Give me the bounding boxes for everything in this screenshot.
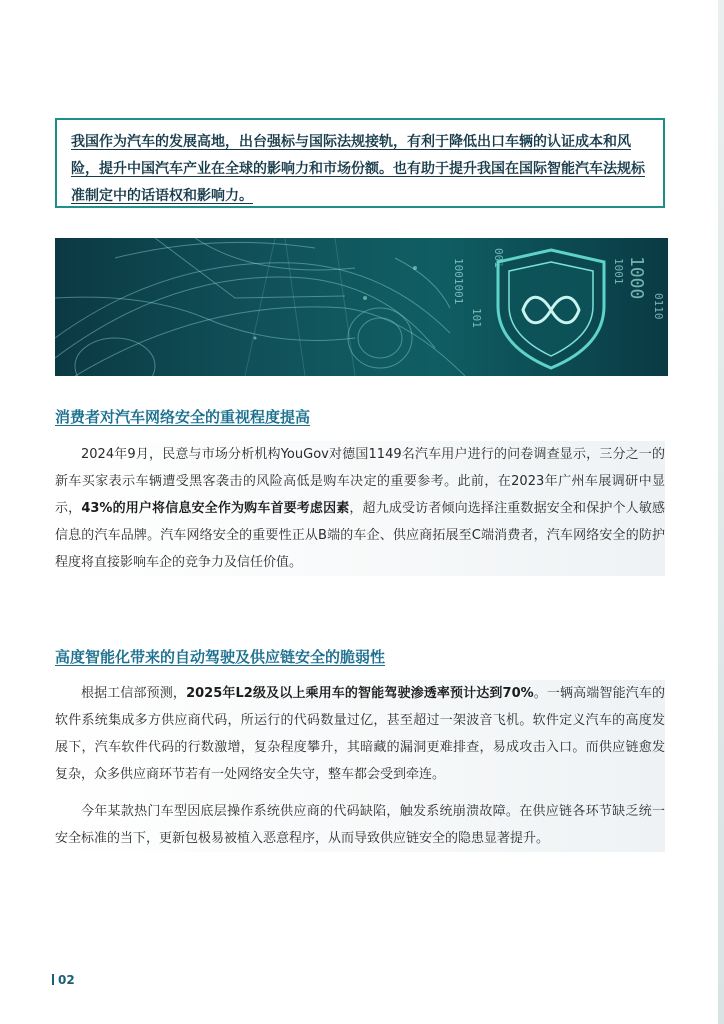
section2-paragraph-1: [55, 680, 665, 788]
section1-paragraph: [55, 441, 665, 576]
code-glyph-1: 1001001: [452, 258, 465, 305]
callout-text: 我国作为汽车的发展高地，出台强标与国际法规接轨，有利于降低出口车辆的认证成本和风险，提升中国汽车产业在全球的影响力和市场份额。也有助于提升我国在国际智能汽车法规标准制定中的话语权和影响力。: [71, 134, 645, 204]
code-glyph-6: 001: [492, 248, 505, 268]
page-marker-bar: [52, 974, 54, 985]
text-run: 2024年9月，民意与市场分析机构YouGov对德国1149名汽车用户进行的问卷调查显示，三分之一的新车买家表示车辆遭受黑客袭击的风险高低是购车决定的重要参考。此前，在2023年广州车展调研中显示，: [55, 447, 665, 516]
section2-body: [55, 680, 665, 852]
callout-box: [55, 118, 665, 208]
section2-heading: 高度智能化带来的自动驾驶及供应链安全的脆弱性: [55, 648, 386, 666]
text-run: ，超九成受访者倾向选择注重数据安全和保护个人敏感信息的汽车品牌。汽车网络安全的重要性正从B端的车企、供应商拓展至C端消费者，汽车网络安全的防护程度将直接影响车企的竞争力及信任价值。: [55, 501, 665, 570]
page-number-text: 02: [58, 973, 75, 987]
page-edge-shadow: [718, 0, 724, 1024]
banner-illustration: [55, 238, 668, 376]
highlight-text: 2025年L2级及以上乘用车的智能驾驶渗透率预计达到70%: [186, 686, 534, 701]
code-glyph-3: 1001: [612, 258, 625, 285]
page-number: [52, 973, 75, 987]
code-glyph-5: 0110: [652, 293, 665, 320]
section1-body: [55, 441, 665, 576]
banner-image: [55, 238, 668, 376]
section2-paragraph-2: 今年某款热门车型因底层操作系统供应商的代码缺陷，触发系统崩溃故障。在供应链各环节缺乏统一安全标准的当下，更新包极易被植入恶意程序，从而导致供应链安全的隐患显著提升。: [55, 804, 665, 846]
text-run: 根据工信部预测，: [81, 686, 187, 701]
highlight-text: 43%的用户将信息安全作为购车首要考虑因素: [81, 501, 350, 516]
section1-heading: 消费者对汽车网络安全的重视程度提高: [55, 408, 311, 426]
shield-infinity-icon: [498, 250, 604, 368]
code-glyph-4: 1000: [626, 256, 647, 300]
code-glyph-2: 101: [470, 308, 483, 328]
text-run: 。一辆高端智能汽车的软件系统集成多方供应商代码，所运行的代码数量过亿，甚至超过一架波音飞机。软件定义汽车的高度发展下，汽车软件代码的行数激增，复杂程度攀升，其暗藏的漏洞更难排查，易成攻击入口。而供应链愈发复杂，众多供应商环节若有一处网络安全失守，整车都会受到牵连。: [55, 686, 665, 782]
